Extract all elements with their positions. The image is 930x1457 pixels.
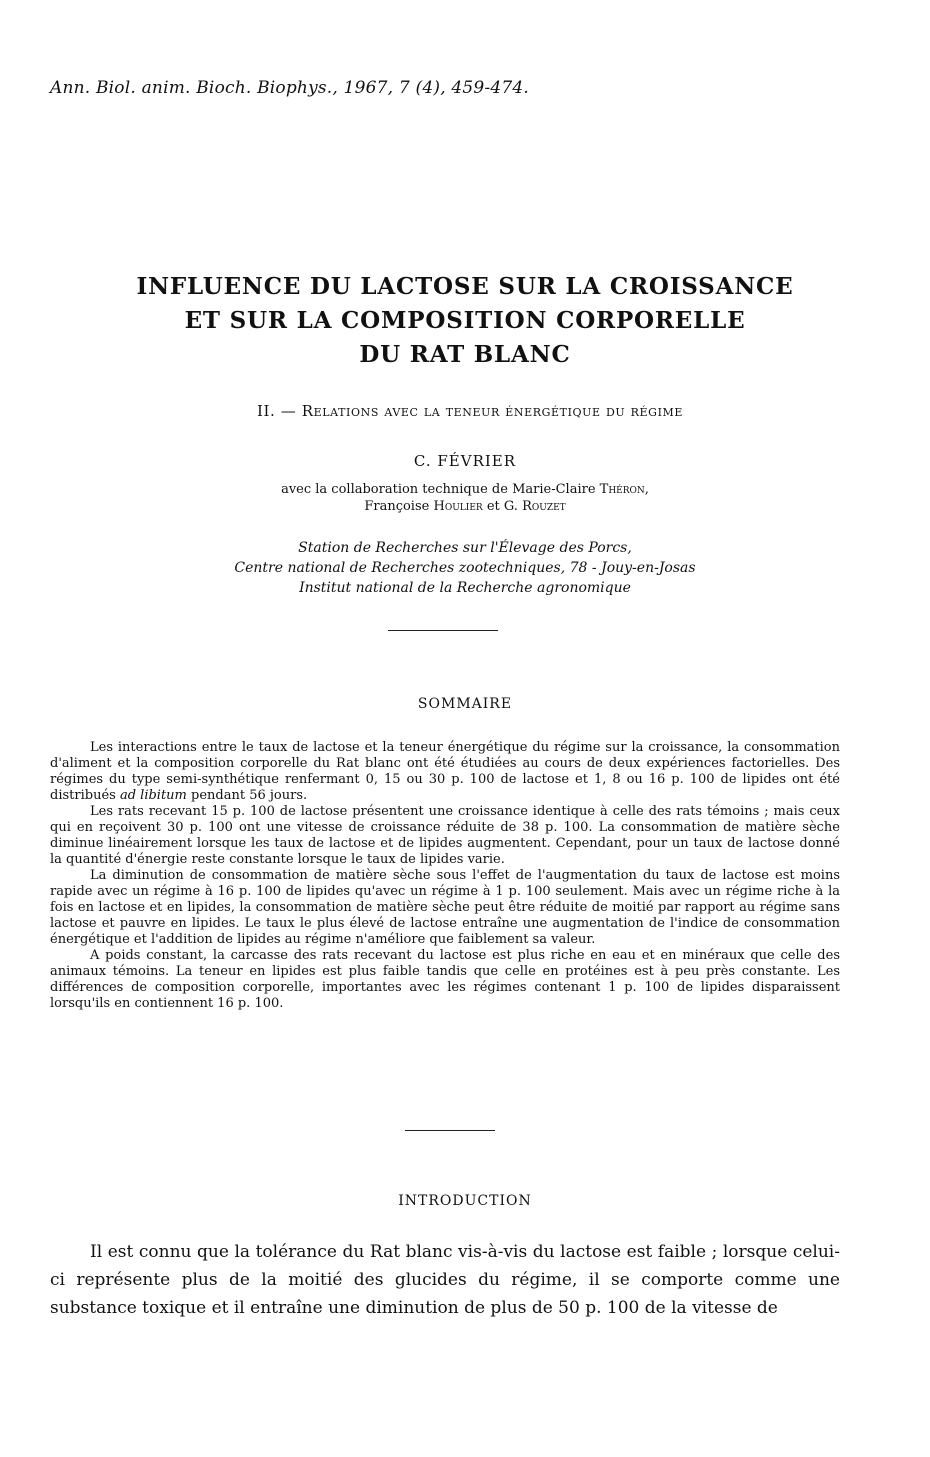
summary-paragraph-3: La diminution de consommation de matière sèche sous l'effet de l'augmentation du taux de lactose est moins rapide avec un régime à 16 p. 100 de lipides qu'avec un régime à 1 p. 100 seulement. Mais avec un régime riche à la fois en lactose et en lipides, la consommation de matière sèche peut être réduite de moitié par rapport au régime sans lactose et pauvre en lipides. Le taux le plus élevé de lactose entraîne une augmentation de l'indice de consommation énergétique et l'addition de lipides au régime n'améliore que faiblement sa valeur. [50,868,840,947]
divider-rule [388,630,498,631]
summary-paragraph-2: Les rats recevant 15 p. 100 de lactose présentent une croissance identique à celle des rats témoins ; mais ceux qui en reçoivent 30 p. 100 ont une vitesse de croissance réduite de 38 p. 100. La consommation de matière sèche diminue linéairement lorsque les taux de lactose et de lipides augmentent. Cependant, pour un taux de lactose donné la quantité d'énergie reste constante lorsque le taux de lipides varie. [50,804,840,867]
journal-citation: Ann. Biol. anim. Bioch. Biophys., 1967, 7 (4), 459-474. [50,78,530,98]
subtitle-text: Relations avec la teneur énergétique du régime [301,402,684,420]
summary-p1-text: Les interactions entre le taux de lactose et la teneur énergétique du régime sur la croissance, la consommation d'aliment et la composition corporelle du Rat blanc ont été étudiées au cours de deux expériences factorielles. Des régimes du type semi-synthétique renfermant 0, 15 ou 30 p. 100 de lactose et 1, 8 ou 16 p. 100 de lipides ont été distribués [50,740,840,803]
collaboration-line-2 [0,499,930,514]
subtitle-number: II. — [256,402,297,420]
collaborator-first-name-2: Françoise [364,499,430,514]
summary-paragraph-1 [50,740,840,804]
institution-line-1: Station de Recherches sur l'Élevage des Porcs, [298,540,632,556]
collaboration-conjunction: et G. [486,499,518,514]
collaborator-name-3: Rouzet [522,499,566,514]
collaborator-name-2: Houlier [433,499,483,514]
divider-rule [405,1130,495,1131]
summary-heading: SOMMAIRE [417,696,513,712]
summary-p1-end: pendant 56 jours. [191,788,308,803]
introduction-body [50,1238,840,1322]
title-line-1: INFLUENCE DU LACTOSE SUR LA CROISSANCE [136,273,794,300]
collaboration-line-1: avec la collaboration technique de Marie-Claire Théron, [281,482,649,497]
institution-line-2: Centre national de Recherches zootechniques, 78 - Jouy-en-Josas [234,560,696,576]
institution-line-3: Institut national de la Recherche agronomique [299,580,631,596]
introduction-heading: INTRODUCTION [398,1193,532,1209]
title-line-3: DU RAT BLANC [359,341,571,368]
summary-paragraph-4: A poids constant, la carcasse des rats recevant du lactose est plus riche en eau et en minéraux que celle des animaux témoins. La teneur en lipides est plus faible tandis que celle en protéines est à peu près constante. Les différences de composition corporelle, importantes avec les régimes contenant 1 p. 100 de lipides disparaissent lorsqu'ils en contiennent 16 p. 100. [50,948,840,1011]
summary-p1-emphasis: ad libitum [119,788,187,803]
summary-body [50,740,840,1012]
subtitle [110,402,830,420]
title-line-2: ET SUR LA COMPOSITION CORPORELLE [184,307,746,334]
collaboration-prefix: avec la collaboration technique de Marie-Claire [281,482,596,497]
author-name: C. FÉVRIER [413,452,517,470]
introduction-paragraph-1: Il est connu que la tolérance du Rat blanc vis-à-vis du lactose est faible ; lorsque celui-ci représente plus de la moitié des glucides du régime, il se comporte comme une substance toxique et il entraîne une diminution de plus de 50 p. 100 de la vitesse de [50,1242,840,1318]
collaborator-name-1: Théron [599,482,645,497]
